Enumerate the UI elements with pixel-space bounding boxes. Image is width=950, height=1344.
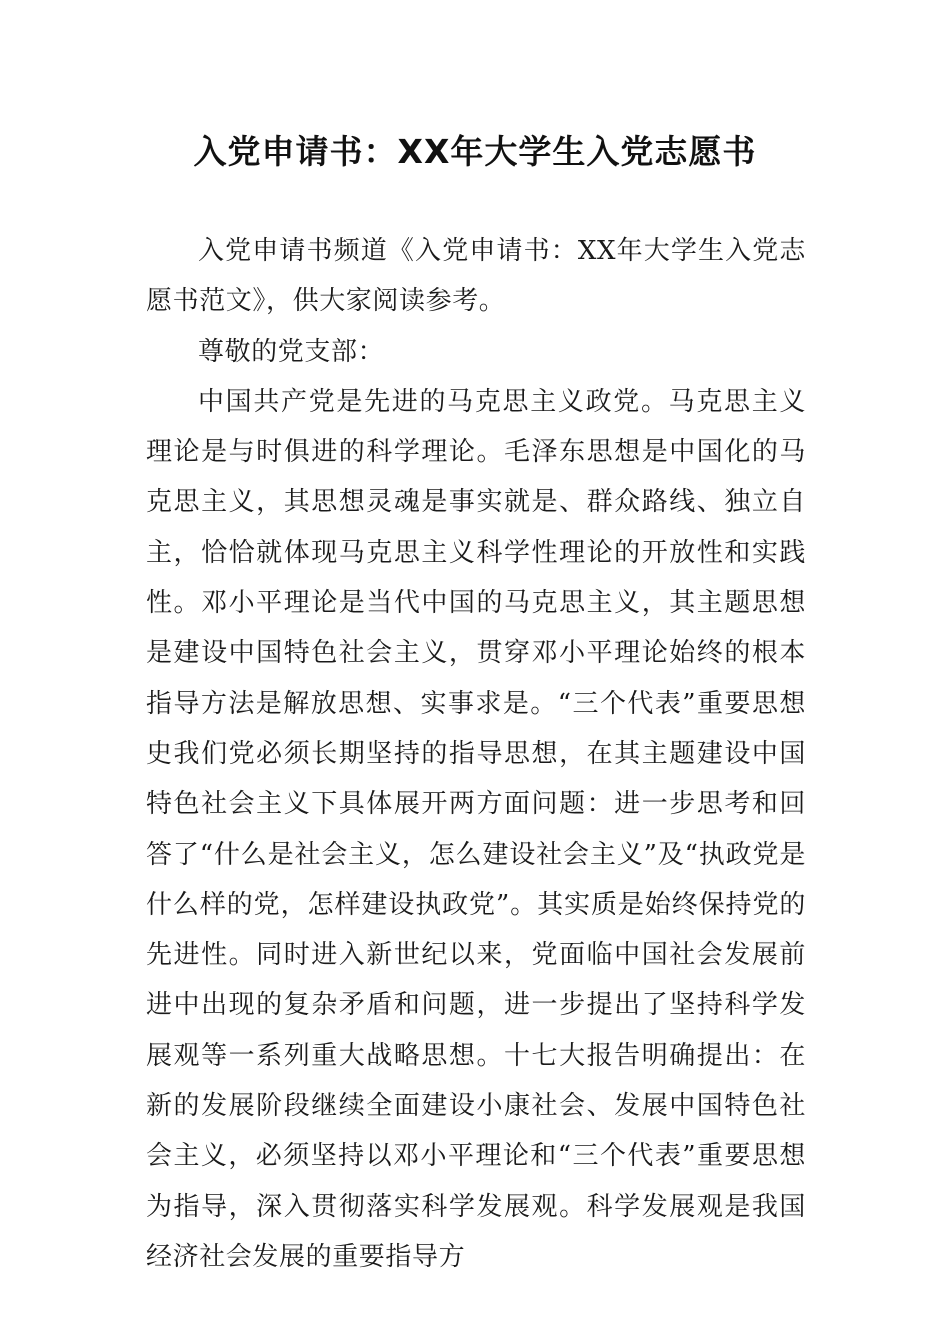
salutation: 尊敬的党支部： [198, 336, 385, 367]
document-title: 入党申请书：XX年大学生入党志愿书 [193, 132, 757, 171]
intro-paragraph: 入党申请书频道《入党申请书：XX年大学生入党志愿书范文》，供大家阅读参考。 [146, 236, 806, 317]
document-body [146, 226, 806, 1282]
body-paragraph: 中国共产党是先进的马克思主义政党。马克思主义理论是与时俱进的科学理论。毛泽东思想是中国化的马克思主义，其思想灵魂是事实就是、群众路线、独立自主，恰恰就体现马克思主义科学性理论的开放性和实践性。邓小平理论是当代中国的马克思主义，其主题思想是建设中国特色社会主义，贯穿邓小平理论始终的根本指导方法是解放思想、实事求是。“三个代表”重要思想史我们党必须长期坚持的指导思想，在其主题建设中国特色社会主义下具体展开两方面问题：进一步思考和回答了“什么是社会主义，怎么建设社会主义”及“执政党是什么样的党，怎样建设执政党”。其实质是始终保持党的先进性。同时进入新世纪以来，党面临中国社会发展前进中出现的复杂矛盾和问题，进一步提出了坚持科学发展观等一系列重大战略思想。十七大报告明确提出：在新的发展阶段继续全面建设小康社会、发展中国特色社会主义，必须坚持以邓小平理论和“三个代表”重要思想为指导，深入贯彻落实科学发展观。科学发展观是我国经济社会发展的重要指导方 [146, 386, 806, 1272]
